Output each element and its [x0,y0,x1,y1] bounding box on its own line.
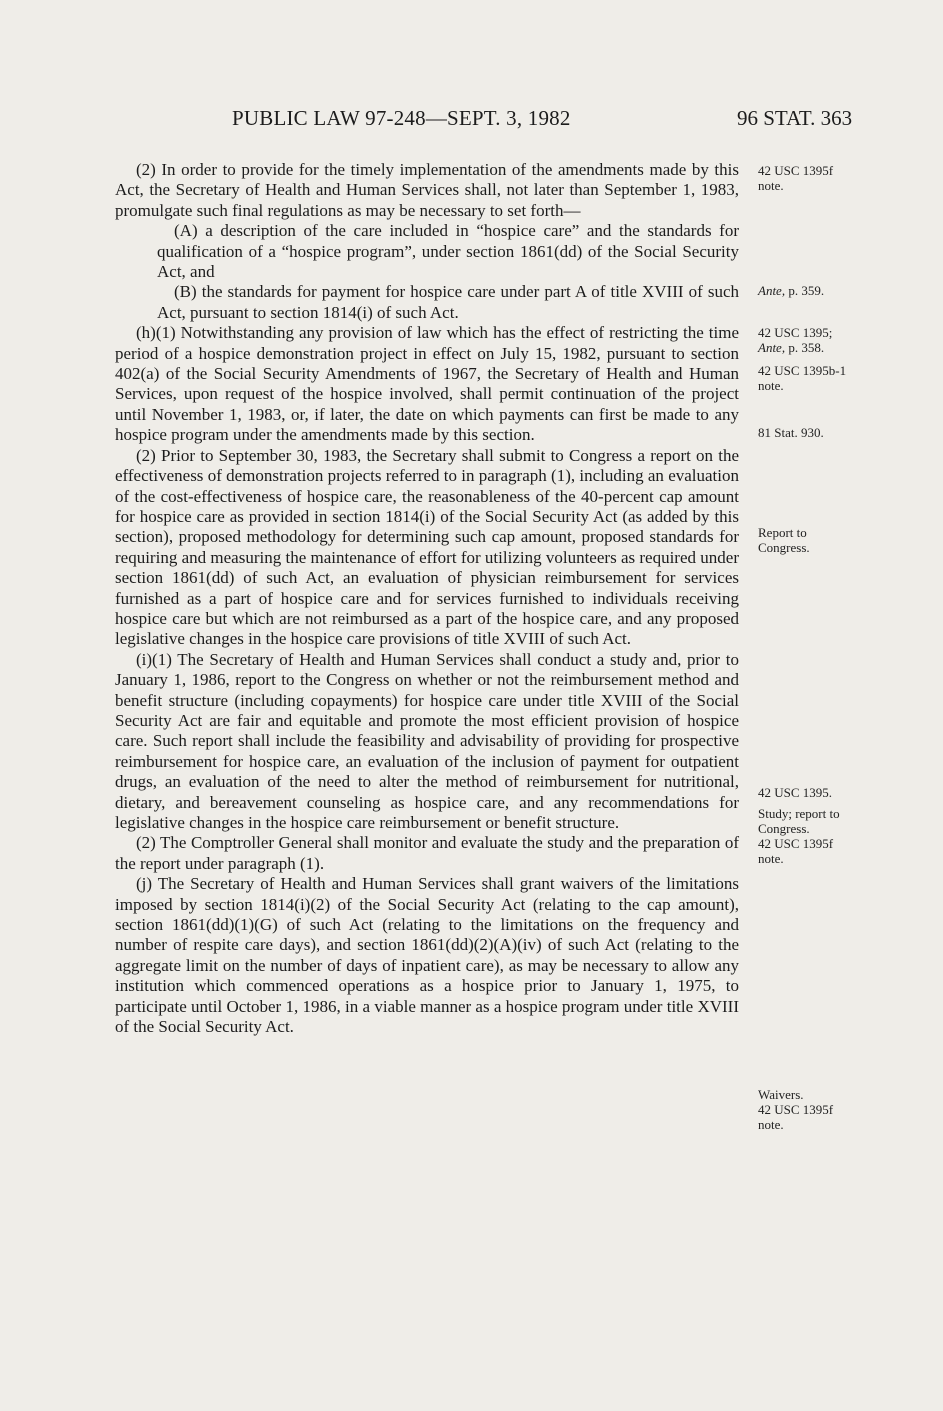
stat-page-number: 96 STAT. 363 [737,106,853,130]
margin-note-81-stat: 81 Stat. 930. [758,425,824,440]
page-header [0,106,943,138]
paragraph-j: (j) The Secretary of Health and Human Services shall grant waivers of the limitations imposed by section 1814(i)(2) of the Social Security Act (relating to the cap amount), section 1861(dd)(1)(G) of such Act (relating to the limitations on the frequency and number of respite care days), and section 1861(dd)(2)(A)(iv) of such Act (relating to the aggregate limit on the number of days of inpatient care), as may be necessary to allow any institution which commenced operations as a hospice prior to January 1, 1975, to participate until October 1, 1986, in a viable manner as a hospice program under title XVIII of the Social Security Act. [115,874,739,1037]
margin-note-1395-period: 42 USC 1395. [758,785,833,800]
margin-note-ante-359: Ante, p. 359. [758,283,825,298]
margin-note-1395f: 42 USC 1395f note. [758,163,834,193]
margin-note-1395b-1: 42 USC 1395b-1 note. [758,363,847,393]
paragraph-i1: (i)(1) The Secretary of Health and Human Services shall conduct a study and, prior to January 1, 1986, report to the Congress on whether or not the reimbursement method and benefit structure (including copayments) for hospice care under title XVIII of the Social Security Act are fair and equitable and promote the most efficient provision of hospice care. Such report shall include the feasibility and advisability of providing for prospective reimbursement for hospice care, an evaluation of the inclusion of payment for outpatient drugs, an evaluation of the need to alter the method of reimbursement for nutritional, dietary, and bereavement counseling as hospice care, and any recommendations for legislative changes in the hospice care reimbursement or benefit structure. [115,649,739,832]
page-title: PUBLIC LAW 97-248—SEPT. 3, 1982 [232,106,571,130]
paragraph-h2: (2) Prior to September 30, 1983, the Secretary shall submit to Congress a report on the effectiveness of demonstration projects referred to in paragraph (1), including an evaluation of the cost-effectiveness of hospice care, the reasonableness of the 40-percent cap amount for hospice care as provided in section 1814(i) of the Social Security Act (as added by this section), proposed methodology for determining such cap amount, proposed standards for requiring and measuring the maintenance of effort for utilizing volunteers as required under section 1861(dd) of such Act, an evaluation of physician reimbursement for services furnished as a part of hospice care and for services furnished to individuals receiving hospice care but which are not reimbursed as a part of the hospice care, and any proposed legislative changes in the hospice care provisions of title XVIII of such Act. [115,445,739,649]
paragraph-g2-a: (A) a description of the care included in “hospice care” and the standards for qualification of a “hospice program”, under section 1861(dd) of the Social Security Act, and [157,221,739,282]
margin-note-waivers: Waivers. 42 USC 1395f note. [758,1087,834,1132]
margin-note-report-to-congress: Report to Congress. [758,525,810,555]
margin-note-1395: 42 USC 1395; Ante, p. 358. [758,325,833,355]
body-text [115,160,739,1037]
margin-note-study-report: Study; report to Congress. 42 USC 1395f note. [758,806,840,866]
paragraph-i2: (2) The Comptroller General shall monitor and evaluate the study and the preparation of the report under paragraph (1). [115,833,739,873]
paragraph-h1: (h)(1) Notwithstanding any provision of law which has the effect of restricting the time period of a hospice demonstration project in effect on July 15, 1982, pursuant to section 402(a) of the Social Security Amendments of 1967, the Secretary of Health and Human Services, upon request of the hospice involved, shall permit continuation of the project until November 1, 1983, or, if later, the date on which payments can first be made to any hospice program under the amendments made by this section. [115,323,739,445]
paragraph-g2-b: (B) the standards for payment for hospice care under part A of title XVIII of such Act, pursuant to section 1814(i) of such Act. [157,282,739,322]
paragraph-g2: (2) In order to provide for the timely implementation of the amendments made by this Act, the Secretary of Health and Human Services shall, not later than September 1, 1983, promulgate such final regulations as may be necessary to set forth— [115,160,739,220]
